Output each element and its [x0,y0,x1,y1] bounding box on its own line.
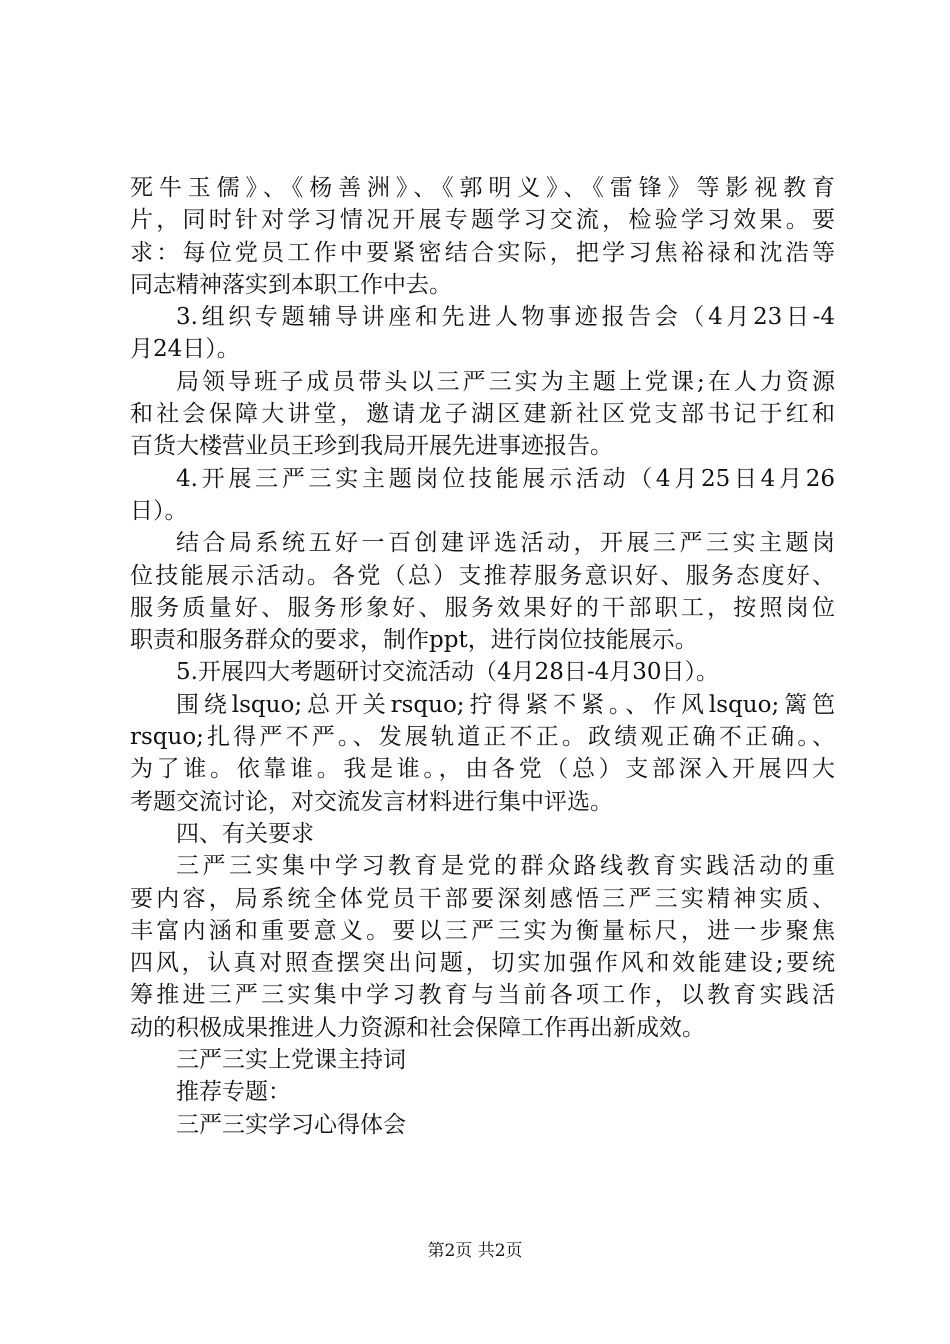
text-line: 百货大楼营业员王珍到我局开展先进事迹报告。 [130,433,613,460]
text-line: 日）。 [130,497,188,524]
text-line: 考题交流讨论，对交流发言材料进行集中评选。 [130,788,613,815]
text-line: rsquo;扎得严不严。、发展轨道正不正。政绩观正确不正确。、 [130,724,835,751]
text-line: 结合局系统五好一百创建评选活动，开展三严三实主题岗 [176,530,835,557]
text-line: 围绕lsquo;总开关rsquo;拧得紧不紧。、作风lsquo;篱笆 [176,691,835,718]
section-heading-requirements: 四、有关要求 [176,820,314,847]
section-heading-4: 4.开展三严三实主题岗位技能展示活动（4月25日4月26 [176,465,835,492]
page-footer: 第2页 共2页 [427,1241,523,1261]
text-line: 丰富内涵和重要意义。要以三严三实为衡量标尺，进一步聚焦 [130,917,835,944]
text-line: 死牛玉儒》、《杨善洲》、《郭明义》、《雷锋》等影视教育 [130,175,835,201]
text-line: 求：每位党员工作中要紧密结合实际，把学习焦裕禄和沈浩等 [130,239,835,266]
recommended-topic-label: 推荐专题： [176,1079,291,1106]
text-line: 月24日）。 [130,336,240,363]
text-line: 位技能展示活动。各党（总）支推荐服务意识好、服务态度好、 [130,562,835,589]
text-line: 片，同时针对学习情况开展专题学习交流，检验学习效果。要 [130,207,835,234]
related-title: 三严三实上党课主持词 [176,1047,406,1074]
document-body [130,172,835,1141]
section-heading-3: 3.组织专题辅导讲座和先进人物事迹报告会（4月23日-4 [176,304,835,331]
text-line: 四风，认真对照查摆突出问题，切实加强作风和效能建设;要统 [130,950,835,977]
text-line: 要内容，局系统全体党员干部要深刻感悟三严三实精神实质、 [130,885,835,912]
text-line: 同志精神落实到本职工作中去。 [130,271,452,298]
text-line: 服务质量好、服务形象好、服务效果好的干部职工，按照岗位 [130,594,835,621]
text-line: 动的积极成果推进人力资源和社会保障工作再出新成效。 [130,1014,705,1041]
text-line: 和社会保障大讲堂，邀请龙子湖区建新社区党支部书记于红和 [130,401,835,428]
text-line: 局领导班子成员带头以三严三实为主题上党课;在人力资源 [176,368,835,395]
text-line: 三严三实集中学习教育是党的群众路线教育实践活动的重 [176,853,835,880]
text-line: 为了谁。依靠谁。我是谁。，由各党（总）支部深入开展四大 [130,756,835,783]
section-heading-5: 5.开展四大考题研讨交流活动（4月28日-4月30日）。 [176,659,720,686]
text-line: 筹推进三严三实集中学习教育与当前各项工作，以教育实践活 [130,982,835,1009]
recommended-topic: 三严三实学习心得体会 [176,1111,406,1138]
text-line: 职责和服务群众的要求，制作ppt，进行岗位技能展示。 [130,627,698,654]
